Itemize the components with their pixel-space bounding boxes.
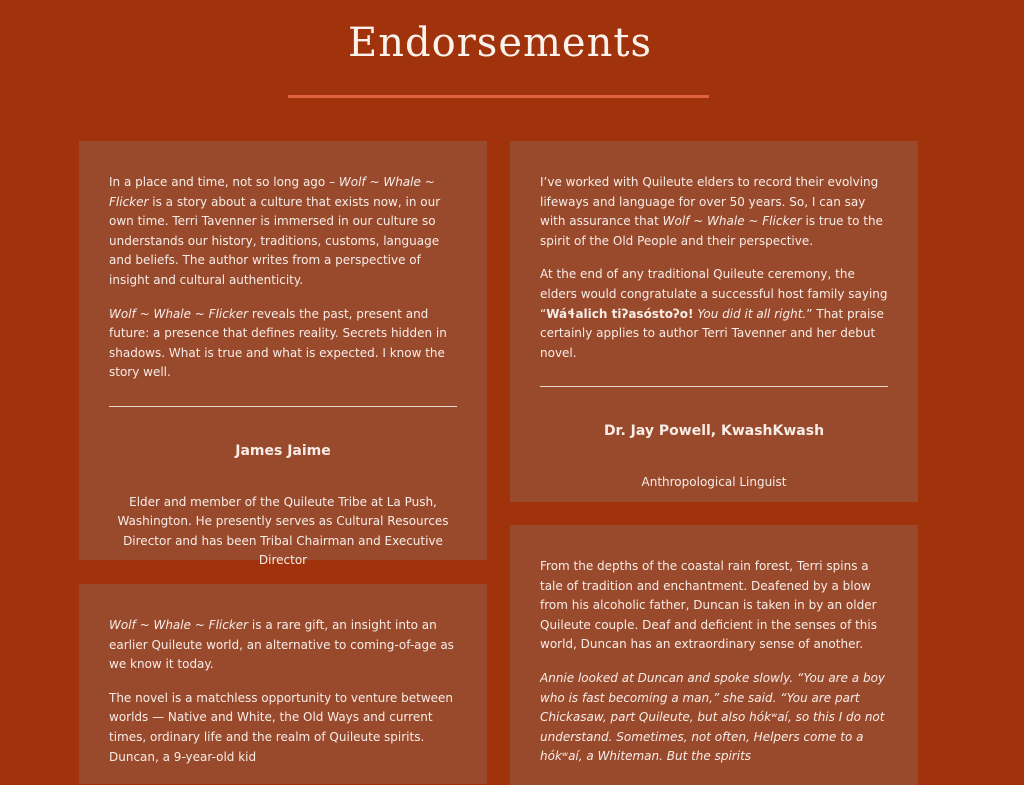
endorsement-card [510,525,918,785]
text-run: The novel is a matchless opportunity to venture between worlds — Native and White, the Old Ways and current times, ordinary life and the realm of Quileute spirits. Duncan, a 9-year-old kid [109,690,454,764]
endorsement-paragraph [109,616,457,675]
text-run: ” That praise certainly applies to author Terri Tavenner and her debut novel. [540,306,884,360]
endorsement-paragraph [540,173,888,251]
book-title: Wolf ~ Whale ~ Flicker [662,214,802,229]
book-title: Wolf ~ Whale ~ Flicker [109,306,249,321]
text-run: In a place and time, not so long ago – [109,175,339,189]
endorser-name: Dr. Jay Powell, KwashKwash [603,423,825,440]
text-run: is a story about a culture that exists now, in our own time. Terri Tavenner is immersed in our culture so understands our history, traditions, customs, language and beliefs. The author writes from a perspective of insight and cultural authenticity. [109,194,441,287]
endorser-role: Anthropological Linguist [641,474,787,489]
page-title: Endorsements [348,20,652,66]
endorsement-card [510,141,918,502]
card-divider [109,406,457,407]
endorsement-paragraph [109,689,457,767]
title-divider [288,95,709,98]
book-title: Wolf ~ Whale ~ Flicker [109,618,249,632]
phrase-translation: You did it all right. [697,306,807,321]
quoted-excerpt: Annie looked at Duncan and spoke slowly. “You are a boy who is fast becoming a man,” she said. “You are part Chickasaw, part Quileute, but also hókʷaí, so this I do not understand. Sometimes, not often, Helpers come to a hókʷaí, a Whiteman. But the spirits [540,670,886,764]
endorsement-paragraph [540,669,888,767]
quileute-phrase: Wáɬalich tiʔasóstoʔo! [546,306,694,321]
text-run: At the end of any traditional Quileute ceremony, the elders would congratulate a successful host family saying “ [540,267,888,321]
endorsement-paragraph [540,265,888,363]
endorsement-card [79,584,487,784]
endorsement-paragraph [109,173,457,291]
text-run: is true to the spirit of the Old People and their perspective. [540,214,883,248]
text-run: I’ve worked with Quileute elders to record their evolving lifeways and language for over 50 years. So, I can say with assurance that [540,175,879,229]
card-divider [540,386,888,387]
endorsement-card [79,141,487,568]
text-run: From the depths of the coastal rain forest, Terri spins a tale of tradition and enchantment. Deafened by a blow from his alcoholic father, Duncan is taken in by an older Quileute couple. Deaf and deficient in the senses of this world, Duncan has an extraordinary sense of another. [540,559,878,652]
text-run: reveals the past, present and future: a presence that defines reality. Secrets hidden in shadows. What is true and what is expected. I know the story well. [109,306,447,380]
endorser-role: Elder and member of the Quileute Tribe at La Push, Washington. He presently serves as Cultural Resources Director and has been Tribal Chairman and Executive Director [117,494,449,568]
text-run: is a rare gift, an insight into an earlier Quileute world, an alternative to coming-of-age as we know it today. [109,618,454,672]
book-title: Wolf ~ Whale ~ Flicker [109,175,435,209]
endorsement-paragraph [109,305,457,383]
endorsement-paragraph [540,557,888,655]
endorser-name: James Jaime [235,442,331,459]
